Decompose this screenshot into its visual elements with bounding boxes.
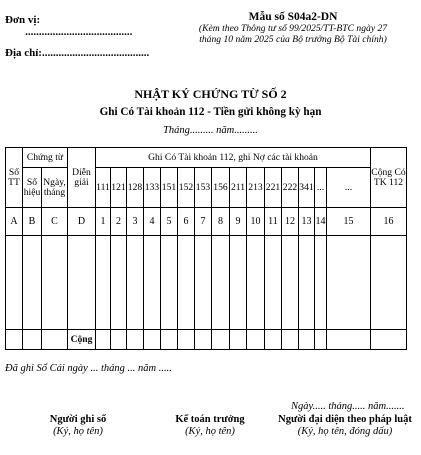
address-line [5,47,149,59]
index-cell: A [6,208,23,236]
journal-table [5,147,407,350]
account-col: 121 [111,168,127,208]
index-cell: C [42,208,68,236]
signature-title: Kế toán trưởng [175,414,245,425]
ledger-note: Đã ghi Sổ Cái ngày ... tháng ... năm ..... [5,363,172,374]
index-cell: 12 [282,208,299,236]
signature-title: Người đại diện theo pháp luật [278,414,412,425]
header-ghi-co-group: Ghi Có Tài khoản 112, ghi Nợ các tài khoản [96,148,371,168]
index-cell: 1 [96,208,111,236]
form-note-2: tháng 10 năm 2025 của Bộ trưởng Bộ Tài chính) [199,34,387,45]
index-cell: 8 [212,208,230,236]
index-cell: 4 [144,208,161,236]
signature-recorder [23,414,133,438]
header-stt: Số TT [6,148,23,208]
address-label: Địa chỉ: [5,47,42,59]
index-cell: 13 [299,208,315,236]
page-subtitle: Ghi Có Tài khoản 112 - Tiền gửi không kỳ hạn [99,106,322,118]
table-row [6,236,407,330]
total-row [6,330,407,350]
signature-legal-representative [272,414,418,438]
account-header-row [6,168,407,208]
index-cell: 3 [127,208,144,236]
date-line: Ngày..... tháng..... năm....... [291,401,405,412]
account-col: 128 [127,168,144,208]
account-col: 133 [144,168,161,208]
account-col: 341 [299,168,315,208]
account-col: 211 [230,168,247,208]
index-cell: 16 [371,208,407,236]
account-col: 111 [96,168,111,208]
signature-chief-accountant [155,414,265,438]
account-col: 222 [282,168,299,208]
index-cell: 9 [230,208,247,236]
signature-note: (Ký, họ tên, đóng dấu) [297,426,393,437]
signature-note: (Ký, họ tên) [53,426,103,437]
account-col: 153 [195,168,212,208]
account-col: 221 [265,168,282,208]
index-cell: 5 [161,208,178,236]
form-code-block [168,12,418,45]
unit-dots [5,26,132,38]
form-code: Mẫu số S04a2-DN [248,11,338,23]
unit-label [5,14,40,26]
total-label: Cộng [68,330,96,350]
index-cell: 10 [247,208,265,236]
index-cell: D [68,208,96,236]
unit-dots-text: ....................................... [25,26,133,38]
period-line: Tháng......... năm......... [163,125,258,136]
index-cell: 14 [315,208,327,236]
index-cell: 11 [265,208,282,236]
unit-label-text: Đơn vị: [5,14,41,26]
address-dots: ....................................... [41,47,150,59]
account-col: 213 [247,168,265,208]
account-col: ... [327,168,371,208]
header-ngay-thang: Ngày, tháng [42,168,68,208]
account-col: 152 [178,168,195,208]
header-cong-co: Cộng Có TK 112 [371,148,407,208]
form-note-1: (Kèm theo Thông tư số 99/2025/TT-BTC ngày 27 [198,23,388,34]
header-so-hieu: Số hiệu [23,168,42,208]
page-title: NHẬT KÝ CHỨNG TỪ SỐ 2 [134,87,287,101]
index-cell: 15 [327,208,371,236]
index-row [6,208,407,236]
index-cell: 7 [195,208,212,236]
account-col: 151 [161,168,178,208]
index-cell: 2 [111,208,127,236]
header-dien-giai: Diễn giải [68,148,96,208]
account-col: 156 [212,168,230,208]
account-col: ... [315,168,327,208]
header-chung-tu: Chứng từ [23,148,68,168]
signature-title: Người ghi sổ [49,414,107,425]
signature-note: (Ký, họ tên) [185,426,235,437]
index-cell: 6 [178,208,195,236]
index-cell: B [23,208,42,236]
